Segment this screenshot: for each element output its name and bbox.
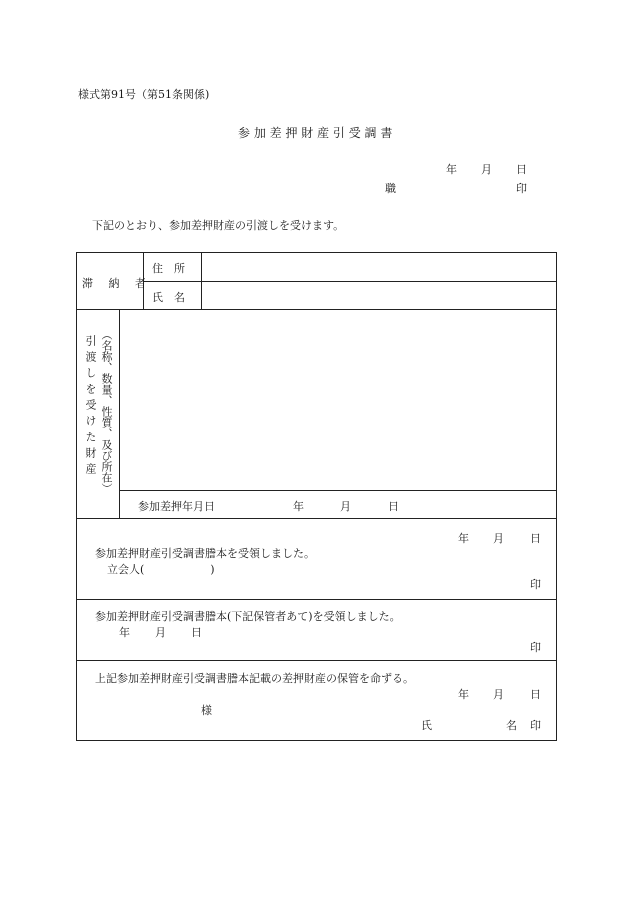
section3-seal: 印	[530, 719, 541, 732]
section3-month: 月	[493, 688, 504, 701]
witness-label: 立会人( )	[107, 563, 215, 576]
address-label: 住 所	[152, 262, 185, 275]
address-value[interactable]	[205, 256, 553, 278]
section3-name-suffix: 名	[506, 719, 517, 732]
document-title: 参 加 差 押 財 産 引 受 調 書	[238, 126, 393, 140]
section1-month: 月	[493, 532, 504, 545]
seizure-day: 日	[388, 500, 399, 513]
property-note: （名称、数量、性質、及び所在）	[100, 329, 113, 494]
section1-year: 年	[458, 532, 469, 545]
property-label: 引渡しを受けた財産	[84, 335, 97, 479]
name-value[interactable]	[205, 284, 553, 306]
date-day: 日	[516, 163, 527, 176]
official-seal: 印	[516, 182, 527, 195]
honorific: 様	[201, 704, 212, 717]
delinquent-label: 滞 納 者	[82, 277, 152, 290]
section2-year: 年	[119, 626, 130, 639]
seizure-month: 月	[340, 500, 351, 513]
section3-order-text: 上記参加差押財産引受調書謄本記載の差押財産の保管を命ずる。	[95, 672, 414, 685]
property-content-area[interactable]	[124, 314, 552, 486]
form-number: 様式第91号（第51条関係)	[78, 88, 210, 101]
section2-month: 月	[155, 626, 166, 639]
name-label: 氏 名	[152, 291, 185, 304]
section3-name-label: 氏	[421, 719, 432, 732]
seizure-year: 年	[293, 500, 304, 513]
section1-received-text: 参加差押財産引受調書謄本を受領しました。	[95, 547, 315, 560]
section2-seal: 印	[530, 641, 541, 654]
section2-day: 日	[191, 626, 202, 639]
section1-day: 日	[530, 532, 541, 545]
section2-received-text: 参加差押財産引受調書謄本(下記保管者あて)を受領しました。	[95, 610, 401, 623]
date-year: 年	[446, 163, 457, 176]
intro-text: 下記のとおり、参加差押財産の引渡しを受けます。	[92, 219, 345, 232]
official-label: 職	[385, 182, 396, 195]
date-month: 月	[481, 163, 492, 176]
seizure-date-label: 参加差押年月日	[138, 500, 215, 513]
section3-day: 日	[530, 688, 541, 701]
section1-seal: 印	[530, 578, 541, 591]
section3-year: 年	[458, 688, 469, 701]
